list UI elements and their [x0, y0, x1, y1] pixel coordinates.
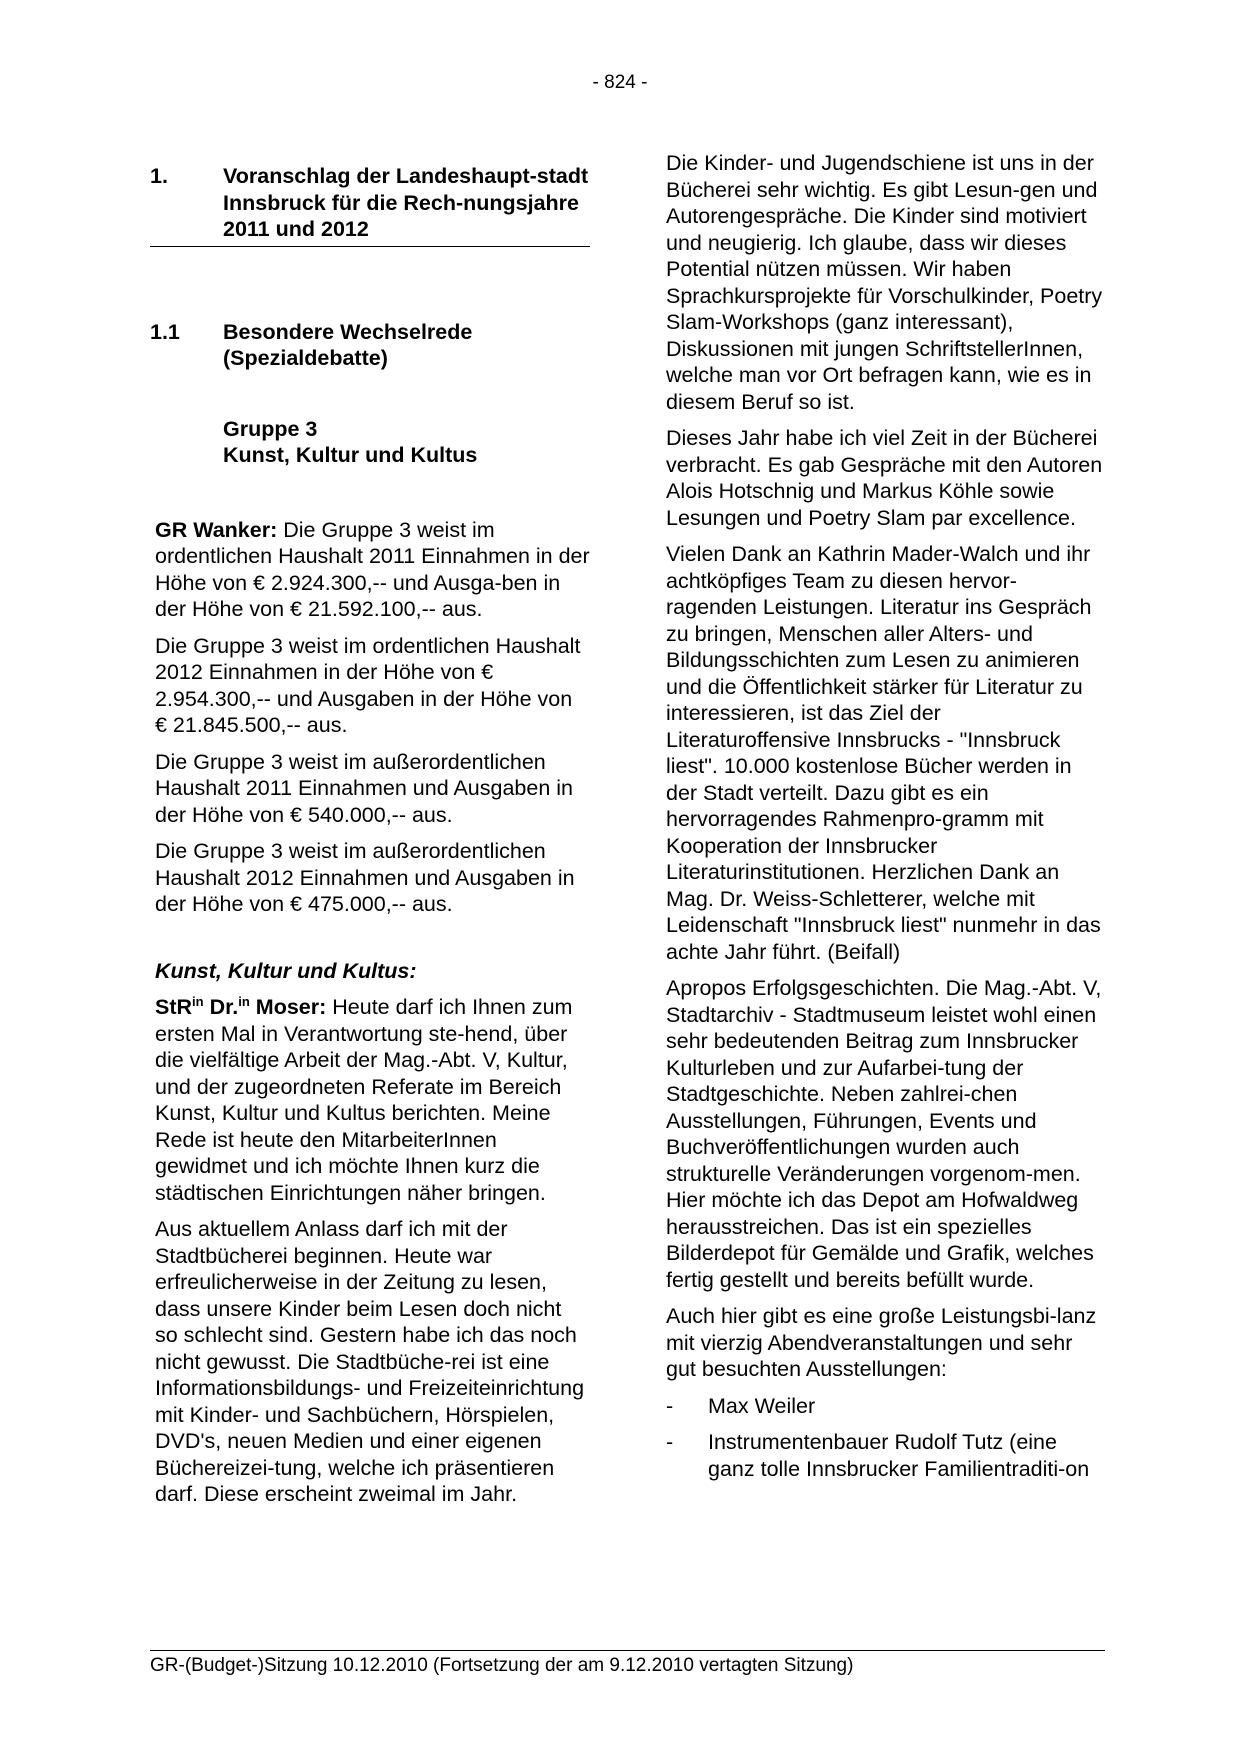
paragraph: Vielen Dank an Kathrin Mader-Walch und ihr achtköpfiges Team zu diesen hervor-ragenden Leistungen. Literatur ins Gespräch zu bringen, Menschen aller Alters- und Bildungsschichten zum Lesen zu animieren und die Öffentlichkeit stärker für Literatur zu interessieren, ist das Ziel der Literaturoffensive Innsbrucks - "Innsbruck liest". 10.000 kostenlose Bücher werden in der Stadt verteilt. Dazu gibt es ein hervorragendes Rahmenpro-gramm mit Kooperation der Innsbrucker Literaturinstitutionen. Herzlichen Dank an Mag. Dr. Weiss-Schletterer, welche mit Leidenschaft "Innsbruck liest" nunmehr in das achte Jahr führt. (Beifall) — [666, 542, 1101, 964]
group-subtitle: Kunst, Kultur und Kultus — [223, 443, 478, 467]
left-body — [155, 517, 590, 1508]
heading-text: Voranschlag der Landeshaupt-stadt Innsbruck für die Rech-nungsjahre 2011 und 2012 — [223, 164, 589, 241]
section-heading-1-1 — [150, 319, 590, 372]
section-heading-1 — [150, 163, 590, 247]
heading-line: Besondere Wechselrede — [223, 319, 473, 344]
list-dash: - — [666, 1430, 674, 1454]
speaker-degree-sup: in — [238, 993, 250, 1009]
left-column — [150, 163, 590, 1518]
paragraph: Die Gruppe 3 weist im außerordentlichen Haushalt 2011 Einnahmen und Ausgaben in der Höhe von € 540.000,-- aus. — [155, 749, 573, 827]
speaker-name: GR Wanker: — [155, 517, 278, 542]
paragraph: Auch hier gibt es eine große Leistungsbi-lanz mit vierzig Abendveranstaltungen und sehr gut besuchten Ausstellungen: — [666, 1304, 1097, 1381]
page-number: - 824 - — [592, 72, 648, 93]
list-item — [666, 1429, 1106, 1482]
paragraph-text: Die Gruppe 3 weist im ordentlichen Haushalt 2011 Einnahmen in der Höhe von € 2.924.300,-- und Ausga-ben in der Höhe von € 21.592.100,-- aus. — [155, 517, 590, 621]
paragraph: Apropos Erfolgsgeschichten. Die Mag.-Abt. V, Stadtarchiv - Stadtmuseum leistet wohl einen sehr bedeutenden Beitrag zum Innsbrucker Kulturleben und zur Aufarbei-tung der Stadtgeschichte. Neben zahlrei-chen Ausstellungen, Führungen, Events und Buchveröffentlichungen wurden auch strukturelle Veränderungen vorgenom-men. Hier möchte ich das Depot am Hofwaldweg herausstreichen. Das ist ein spezielles Bilderdepot für Gemälde und Grafik, welches fertig gestellt und bereits befüllt wurde. — [666, 976, 1102, 1292]
heading-number: 1. — [150, 164, 168, 188]
paragraph: Die Gruppe 3 weist im ordentlichen Haushalt 2012 Einnahmen in der Höhe von € 2.954.300,-- und Ausgaben in der Höhe von € 21.845.500,-- aus. — [155, 633, 581, 737]
list-text: Max Weiler — [708, 1393, 816, 1418]
paragraph: Aus aktuellem Anlass darf ich mit der Stadtbücherei beginnen. Heute war erfreulicherweise in der Zeitung zu lesen, dass unsere Kinder beim Lesen doch nicht so schlecht sind. Gestern habe ich das noch nicht gewusst. Die Stadtbüche-rei ist eine Informationsbildungs- und Freizeiteinrichtung mit Kinder- und Sachbüchern, Hörspielen, DVD's, neuen Medien und einer eigenen Büchereizei-tung, welche ich präsentieren darf. Diese erscheint zweimal im Jahr. — [155, 1217, 585, 1506]
paragraph: Die Kinder- und Jugendschiene ist uns in der Bücherei sehr wichtig. Es gibt Lesun-gen und Autorengespräche. Die Kinder sind motiviert und neugierig. Ich glaube, dass wir dieses Potential nützen müssen. Wir haben Sprachkursprojekte für Vorschulkinder, Poetry Slam-Workshops (ganz interessant), Diskussionen mit jungen SchriftstellerInnen, welche man vor Ort befragen kann, wie es in diesem Beruf so ist. — [666, 151, 1103, 414]
group-title: Gruppe 3 — [223, 416, 318, 441]
speaker-surname: Moser: — [249, 995, 327, 1019]
group-heading — [223, 416, 590, 469]
section-title: Kunst, Kultur und Kultus: — [155, 958, 417, 983]
right-column — [666, 150, 1106, 1492]
list-text: Instrumentenbauer Rudolf Tutz (eine ganz tolle Innsbrucker Familientraditi-on — [708, 1430, 1090, 1481]
paragraph-text: Heute darf ich Ihnen zum ersten Mal in Verantwortung ste-hend, über die vielfältige Arbeit der Mag.-Abt. V, Kultur, und der zugeordneten Referate im Bereich Kunst, Kultur und Kultus berichten. Meine Rede ist heute den MitarbeiterInnen gewidmet und ich möchte Ihnen kurz die städtischen Einrichtungen näher bringen. — [155, 995, 573, 1205]
paragraph: Dieses Jahr habe ich viel Zeit in der Bücherei verbracht. Es gab Gespräche mit den Autoren Alois Hotschnig und Markus Köhle sowie Lesungen und Poetry Slam par excellence. — [666, 426, 1103, 530]
paragraph — [155, 994, 590, 1206]
speaker-title: StR — [155, 995, 193, 1019]
speaker-name — [155, 995, 326, 1019]
heading-text — [223, 319, 590, 372]
heading-line: (Spezialdebatte) — [223, 346, 388, 370]
heading-number: 1.1 — [150, 319, 180, 344]
speaker-degree: Dr. — [203, 995, 239, 1019]
page-footer: GR-(Budget-)Sitzung 10.12.2010 (Fortsetzung der am 9.12.2010 vertagten Sitzung) — [150, 1650, 1105, 1677]
speaker-title-sup: in — [192, 993, 204, 1009]
paragraph: Die Gruppe 3 weist im außerordentlichen Haushalt 2012 Einnahmen und Ausgaben in der Höhe von € 475.000,-- aus. — [155, 839, 575, 916]
list-item — [666, 1393, 1106, 1420]
list-dash: - — [666, 1393, 674, 1418]
paragraph — [155, 517, 590, 623]
